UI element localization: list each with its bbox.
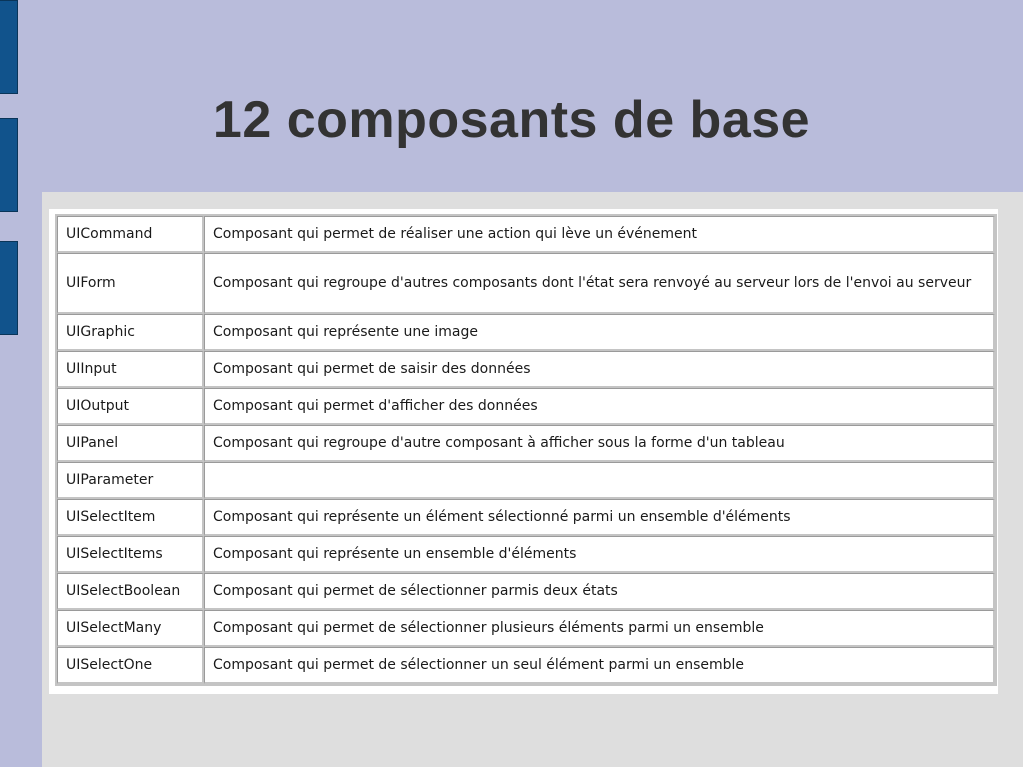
component-name: UISelectBoolean [57,573,204,610]
side-tab-decoration [0,241,18,335]
component-description: Composant qui permet de saisir des données [204,351,995,388]
component-name: UISelectMany [57,610,204,647]
table-row [57,536,995,573]
table-row [57,253,995,314]
component-description: Composant qui regroupe d'autre composant à afficher sous la forme d'un tableau [204,425,995,462]
component-name: UISelectItems [57,536,204,573]
component-description: Composant qui permet de sélectionner un seul élément parmi un ensemble [204,647,995,684]
side-tab-decoration [0,0,18,94]
component-name: UIOutput [57,388,204,425]
component-name: UIInput [57,351,204,388]
table-row [57,647,995,684]
table-row [57,314,995,351]
components-table [55,214,997,686]
table-row [57,573,995,610]
component-name: UIParameter [57,462,204,499]
component-description: Composant qui permet de réaliser une action qui lève un événement [204,216,995,253]
table-row [57,388,995,425]
component-description [204,462,995,499]
table-row [57,425,995,462]
table-row [57,351,995,388]
component-name: UICommand [57,216,204,253]
component-name: UIGraphic [57,314,204,351]
table-row [57,462,995,499]
component-name: UISelectOne [57,647,204,684]
component-name: UIForm [57,253,204,314]
component-name: UISelectItem [57,499,204,536]
table-row [57,216,995,253]
component-description: Composant qui permet de sélectionner plusieurs éléments parmi un ensemble [204,610,995,647]
component-description: Composant qui regroupe d'autres composants dont l'état sera renvoyé au serveur lors de l'envoi au serveur [204,253,995,314]
slide-title: 12 composants de base [212,91,811,149]
component-name: UIPanel [57,425,204,462]
component-description: Composant qui permet d'afficher des données [204,388,995,425]
table-row [57,610,995,647]
component-description: Composant qui permet de sélectionner parmis deux états [204,573,995,610]
component-description: Composant qui représente une image [204,314,995,351]
component-description: Composant qui représente un élément sélectionné parmi un ensemble d'éléments [204,499,995,536]
table-row [57,499,995,536]
component-description: Composant qui représente un ensemble d'éléments [204,536,995,573]
